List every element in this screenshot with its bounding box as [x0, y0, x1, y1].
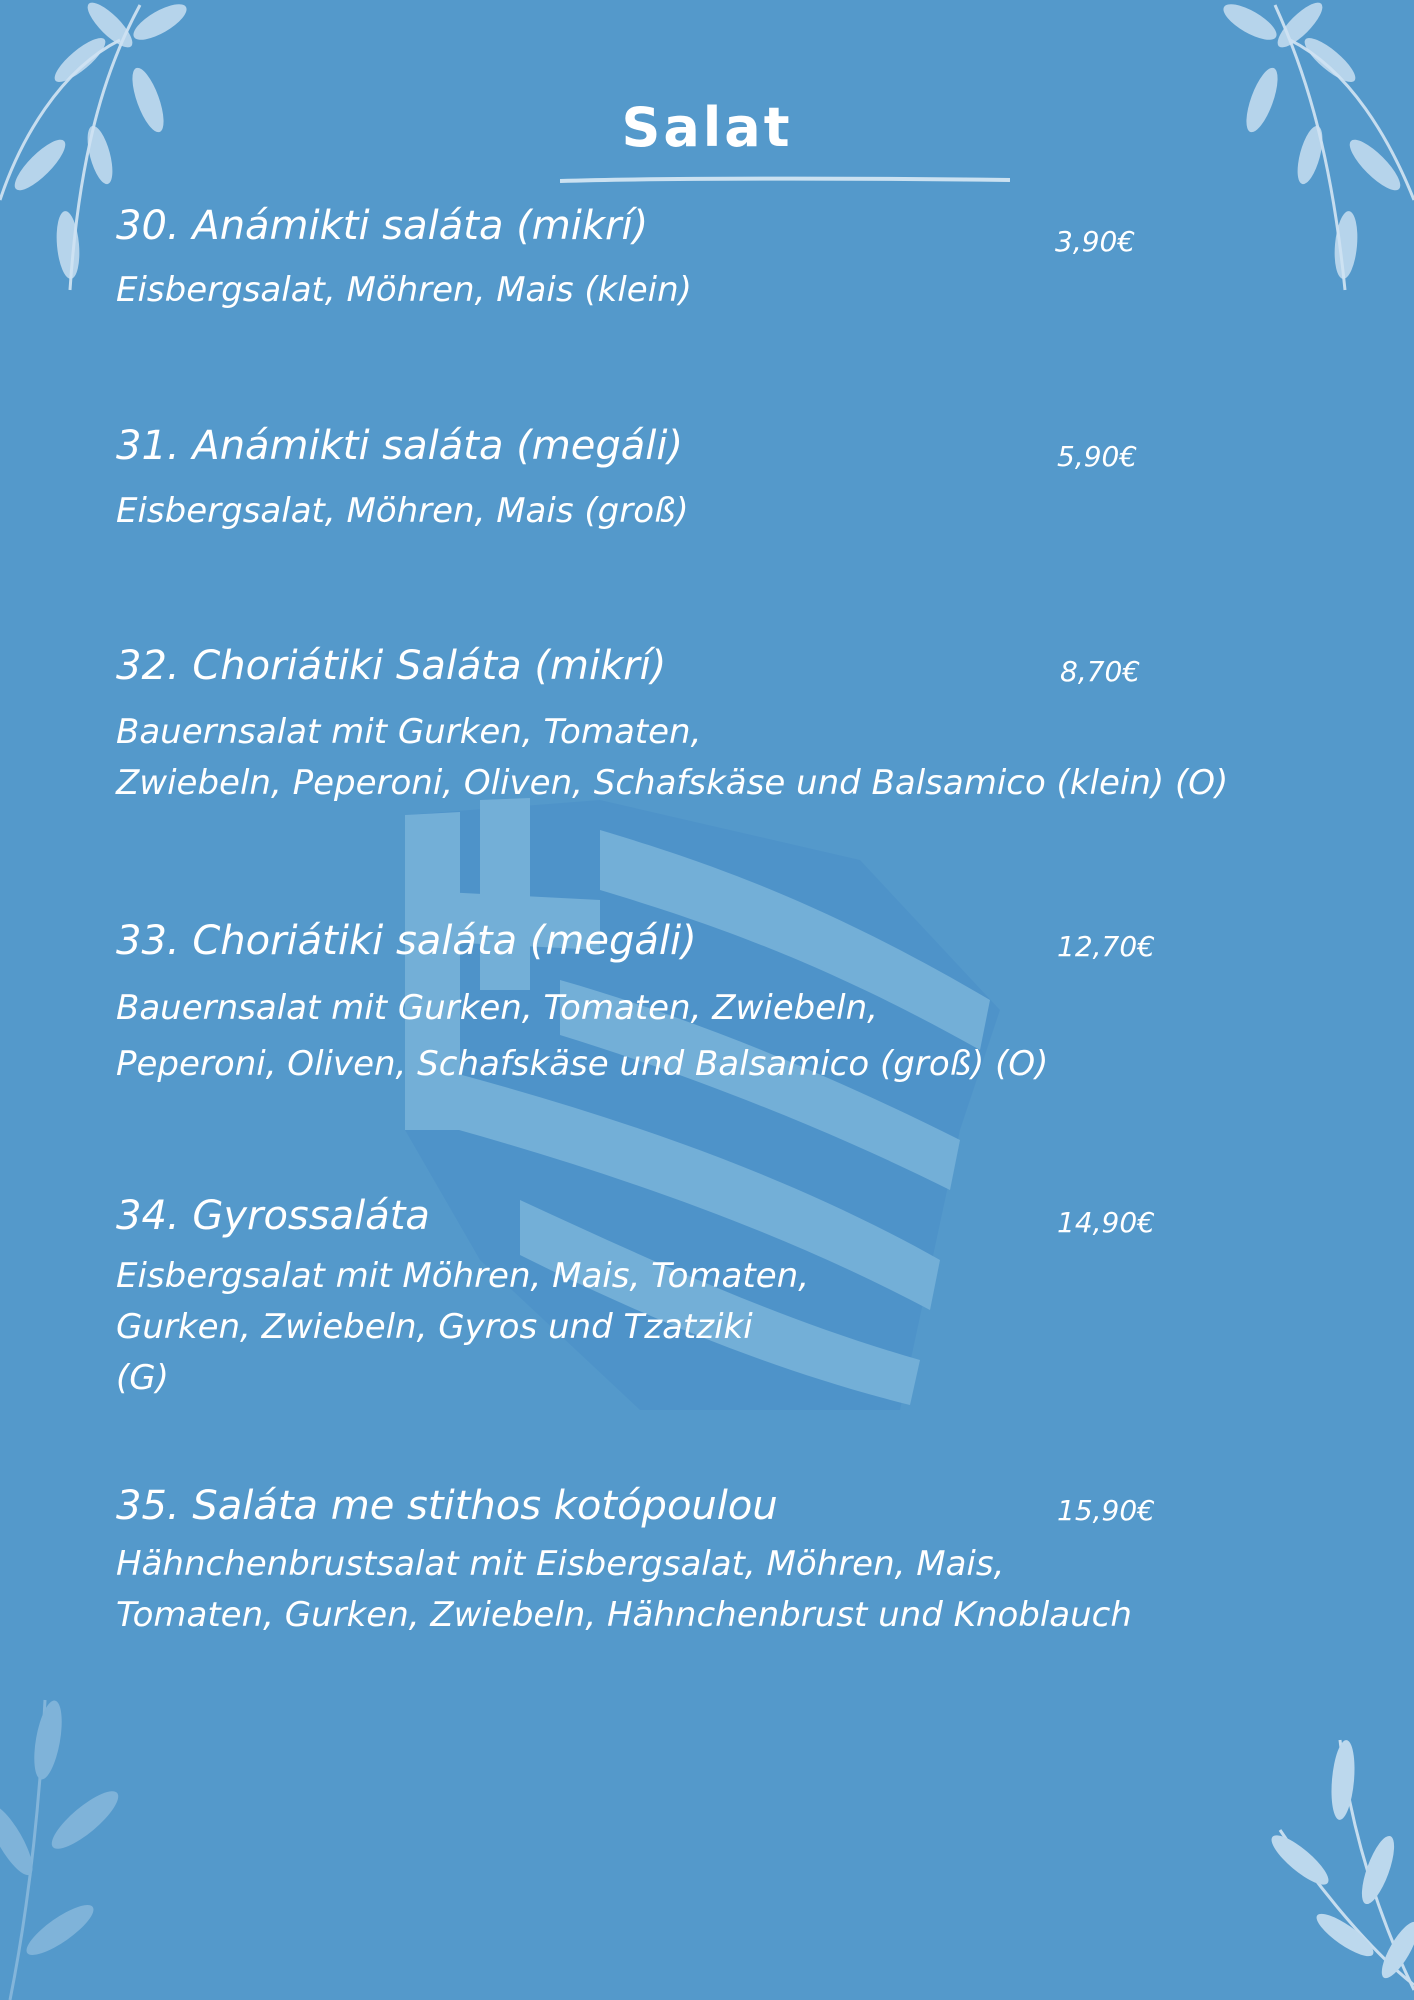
menu-item-price: 8,70€ — [1060, 655, 1141, 688]
menu-item-name: 30. Anámikti saláta (mikrí) — [116, 203, 649, 249]
menu-item-description: Hähnchenbrustsalat mit Eisbergsalat, Möhren, Mais, Tomaten, Gurken, Zwiebeln, Hähnchenbrust und Knoblauch — [116, 1544, 1132, 1635]
menu-item-description: Eisbergsalat mit Möhren, Mais, Tomaten, Gurken, Zwiebeln, Gyros und Tzatziki (G) — [116, 1256, 809, 1398]
menu-item-description: Bauernsalat mit Gurken, Tomaten, Zwiebeln, Peperoni, Oliven, Schafskäse und Balsamico (klein) (O) — [116, 712, 1229, 803]
menu-item-price: 3,90€ — [1055, 225, 1136, 258]
menu-item-price: 14,90€ — [1057, 1206, 1155, 1239]
page-title: Salat — [621, 96, 793, 159]
menu-item-description: Eisbergsalat, Möhren, Mais (klein) — [116, 270, 692, 310]
menu-item-price: 5,90€ — [1057, 440, 1138, 473]
menu-item-name: 34. Gyrossaláta — [116, 1193, 430, 1239]
menu-item-price: 12,70€ — [1057, 930, 1155, 963]
title-underline — [560, 176, 1010, 184]
menu-item-price: 15,90€ — [1057, 1494, 1155, 1527]
menu-item-description: Bauernsalat mit Gurken, Tomaten, Zwiebeln, Peperoni, Oliven, Schafskäse und Balsamico (groß) (O) — [116, 988, 1049, 1084]
menu-item-name: 33. Choriátiki saláta (megáli) — [116, 918, 697, 964]
leaf-branch-icon — [1265, 1739, 1414, 1990]
menu-item-description: Eisbergsalat, Möhren, Mais (groß) — [116, 491, 689, 531]
menu-item-name: 31. Anámikti saláta (megáli) — [116, 423, 684, 469]
menu-item-name: 35. Saláta me stithos kotópoulou — [116, 1483, 778, 1529]
leaf-branch-icon — [0, 1699, 126, 2000]
menu-item-name: 32. Choriátiki Saláta (mikrí) — [116, 643, 667, 689]
